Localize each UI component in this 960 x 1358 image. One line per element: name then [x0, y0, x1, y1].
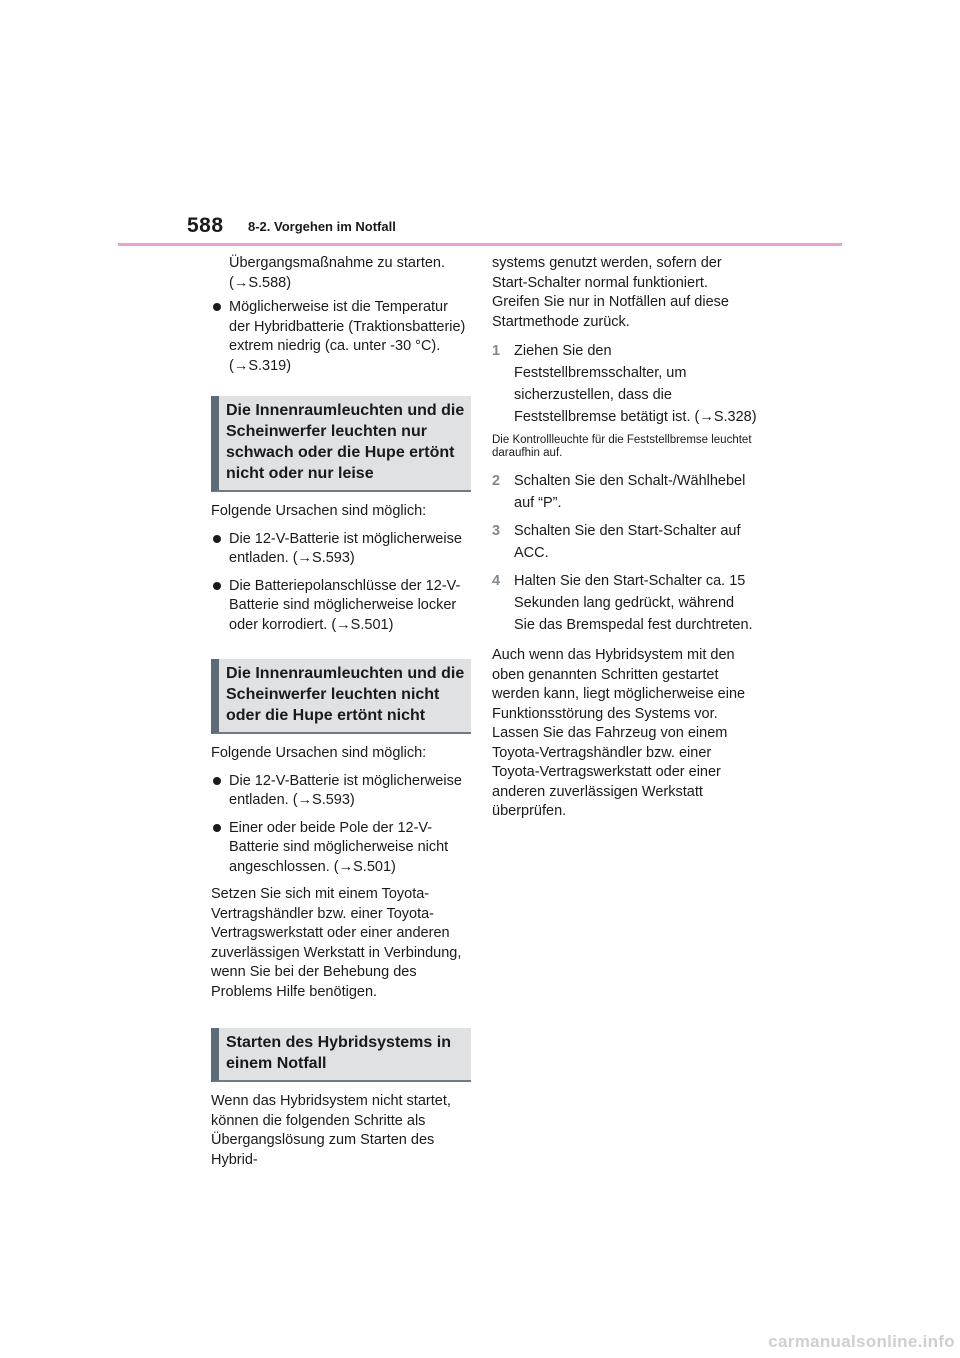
- bullet-item: [211, 530, 471, 569]
- step-note: Die Kontrollleuchte für die Feststellbremse leuchtet daraufhin auf.: [492, 434, 752, 459]
- bullet-text: Die Batteriepolanschlüsse der 12-V-Batterie sind möglicherweise locker oder korrodiert. (→S.501): [229, 577, 461, 633]
- page-header: [0, 0, 960, 250]
- continuation-paragraph: systems genutzt werden, sofern der Start-Schalter normal funktioniert. Greifen Sie nur in Notfällen auf diese Startmethode zurück.: [492, 255, 729, 330]
- step-item: [492, 570, 757, 636]
- emergency-intro: Wenn das Hybridsystem nicht startet, können die folgenden Schritte als Übergangslösung zum Starten des Hybrid-: [211, 1093, 451, 1168]
- bullet-item: [211, 819, 471, 878]
- step-number: 1: [492, 343, 501, 359]
- header-divider: [118, 243, 842, 246]
- bullet-icon: [213, 777, 221, 785]
- left-column: [211, 254, 471, 1178]
- step-number: 4: [492, 573, 501, 589]
- bullet-text: Einer oder beide Pole der 12-V-Batterie sind möglicherweise nicht angeschlossen. (→S.501): [229, 819, 449, 875]
- page-number: 588: [187, 214, 224, 237]
- step-text: Schalten Sie den Start-Schalter auf ACC.: [514, 523, 741, 561]
- right-column: [492, 254, 757, 830]
- bullet-item: [211, 577, 471, 636]
- bullet-item: [211, 772, 471, 811]
- bullet-icon: [213, 582, 221, 590]
- continuation-line: Übergangsmaßnahme zu starten.: [229, 255, 445, 271]
- continuation-ref-link[interactable]: (→S.588): [229, 274, 292, 291]
- bullet-text: Die 12-V-Batterie ist möglicherweise entladen. (→S.593): [229, 772, 462, 808]
- heading-dim-lights: Die Innenraumleuchten und die Scheinwerfer leuchten nur schwach oder die Hupe ertönt nicht oder nur leise: [211, 396, 471, 492]
- step-item: [492, 340, 757, 428]
- section-title: 8-2. Vorgehen im Notfall: [248, 219, 396, 234]
- bullet-icon: [213, 535, 221, 543]
- step-text: Schalten Sie den Schalt-/Wählhebel auf “P”.: [514, 473, 746, 511]
- heading-emergency-start: Starten des Hybridsystems in einem Notfall: [211, 1028, 471, 1082]
- step-item: [492, 520, 757, 564]
- watermark-logo: carmanualsonline.info: [768, 1332, 955, 1351]
- continuation-text: [229, 254, 471, 293]
- bullet-text: Die 12-V-Batterie ist möglicherweise entladen. (→S.593): [229, 530, 462, 566]
- contact-paragraph: Setzen Sie sich mit einem Toyota-Vertragshändler bzw. einer Toyota-Vertragswerkstatt oder einer anderen zuverlässigen Werkstatt in Verbindung, wenn Sie bei der Behebung des Problems Hilfe benötigen.: [211, 886, 462, 1000]
- bullet-text: Möglicherweise ist die Temperatur der Hybridbatterie (Traktionsbatterie) extrem niedrig (ca. unter -30 °C). (→S.319): [229, 299, 466, 374]
- heading-no-lights: Die Innenraumleuchten und die Scheinwerfer leuchten nicht oder die Hupe ertönt nicht: [211, 659, 471, 734]
- step-number: 2: [492, 473, 501, 489]
- step-number: 3: [492, 523, 501, 539]
- bullet-item: [211, 298, 471, 376]
- step-text: Ziehen Sie den Feststellbremsschalter, um sicherzustellen, dass die Feststellbremse betätigt ist. (→S.328): [514, 343, 757, 425]
- causes-intro: Folgende Ursachen sind möglich:: [211, 503, 427, 519]
- closing-paragraph: Auch wenn das Hybridsystem mit den oben genannten Schritten gestartet werden kann, liegt möglicherweise eine Funktionsstörung des Systems vor. Lassen Sie das Fahrzeug von einem Toyota-Vertragshändler bzw. einer Toyota-Vertragswerkstatt oder einer anderen zuverlässigen Werkstatt überprüfen.: [492, 647, 746, 819]
- bullet-icon: [213, 824, 221, 832]
- step-item: [492, 470, 757, 514]
- bullet-icon: [213, 303, 221, 311]
- causes-intro: Folgende Ursachen sind möglich:: [211, 745, 427, 761]
- step-text: Halten Sie den Start-Schalter ca. 15 Sekunden lang gedrückt, während Sie das Bremspedal fest durchtreten.: [514, 573, 753, 633]
